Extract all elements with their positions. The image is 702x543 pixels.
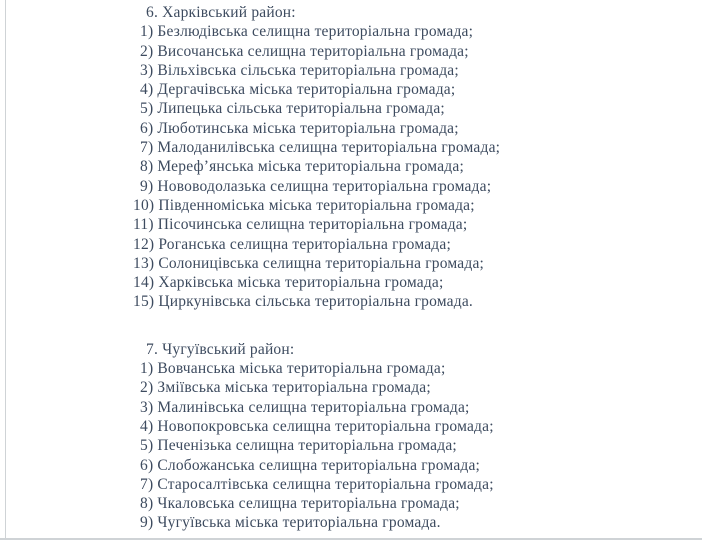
hromada-list-item: 8) Чкаловська селищна територіальна громада; bbox=[140, 495, 460, 513]
hromada-list-item: 13) Солоницівська селищна територіальна громада; bbox=[133, 254, 485, 272]
hromada-list-item: 14) Харківська міська територіальна громада; bbox=[133, 274, 444, 292]
district-section bbox=[140, 340, 680, 533]
document-content bbox=[133, 3, 680, 533]
hromada-list-item: 10) Південноміська міська територіальна громада; bbox=[133, 196, 475, 214]
hromada-list-item: 1) Безлюдівська селищна територіальна громада; bbox=[140, 23, 474, 41]
hromada-list-item: 6) Люботинська міська територіальна громада; bbox=[140, 119, 459, 137]
hromada-list-item: 4) Новопокровська селищна територіальна громада; bbox=[140, 417, 494, 435]
hromada-list-item: 9) Нововодолазька селищна територіальна громада; bbox=[140, 177, 492, 195]
hromada-list-item: 9) Чугуївська міська територіальна громада. bbox=[140, 514, 441, 532]
hromada-list-item: 5) Печенізька селищна територіальна громада; bbox=[140, 437, 457, 455]
hromada-list-item: 7) Малоданилівська селищна територіальна громада; bbox=[140, 139, 501, 157]
hromada-list-item: 3) Малинівська селищна територіальна громада; bbox=[140, 398, 470, 416]
bottom-scan-border-line bbox=[0, 538, 702, 540]
hromada-list-item: 4) Дергачівська міська територіальна громада; bbox=[140, 81, 456, 99]
hromada-list-item: 3) Вільхівська сільська територіальна громада; bbox=[140, 61, 459, 79]
hromada-list-item: 2) Височанська селищна територіальна громада; bbox=[140, 42, 469, 60]
hromada-list-item: 1) Вовчанська міська територіальна громада; bbox=[140, 360, 446, 378]
hromada-list-item: 8) Мереф’янська міська територіальна громада; bbox=[140, 158, 464, 176]
hromada-list-item: 5) Липецька сільська територіальна громада; bbox=[140, 100, 445, 118]
hromada-list-item: 2) Зміївська міська територіальна громада; bbox=[140, 379, 431, 397]
section-heading: 6. Харківський район: bbox=[146, 4, 296, 21]
hromada-list-item: 6) Слобожанська селищна територіальна громада; bbox=[140, 456, 481, 474]
district-section bbox=[133, 3, 680, 312]
hromada-list-item: 11) Пісочинська селищна територіальна громада; bbox=[133, 216, 468, 234]
section-heading: 7. Чугуївський район: bbox=[146, 340, 295, 358]
left-scan-border-line bbox=[5, 0, 6, 539]
hromada-list-item: 7) Старосалтівська селищна територіальна громада; bbox=[140, 475, 494, 493]
hromada-list-item: 15) Циркунівська сільська територіальна громада. bbox=[133, 293, 473, 311]
hromada-list-item: 12) Роганська селищна територіальна громада; bbox=[133, 235, 451, 253]
